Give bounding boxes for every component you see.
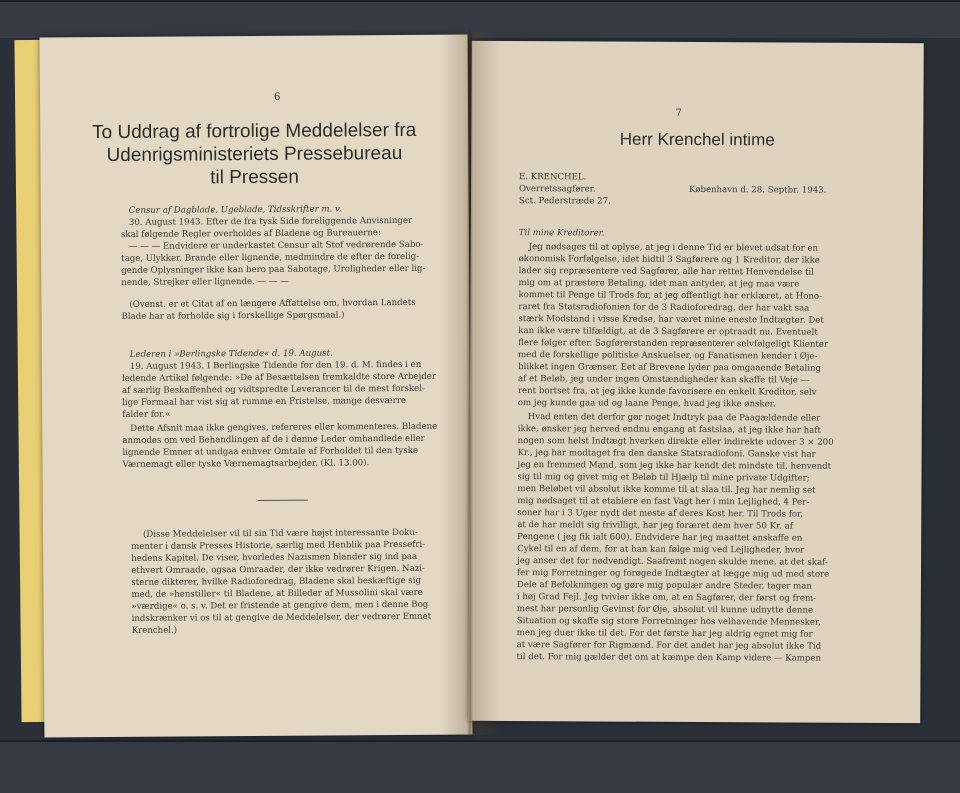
letter-line: fer mig Forretninger og forøgede Indtægter at lægge mig ud med store bbox=[516, 568, 830, 580]
title-line: Udenrigsministeriets Pressebureau bbox=[106, 142, 403, 167]
letter-line: nogen som helst Indtægt hverken direkte eller indirekte udover 3 × 200 bbox=[517, 436, 834, 448]
letter-line: jeg anser det for nødvendigt. Saafremt nogen skulde mene, at det skaf- bbox=[517, 556, 828, 568]
salutation: Til mine Kreditorer. bbox=[518, 228, 605, 239]
closing-line: ethvert Omraade, ogsaa Omraader, der ikke vedrører Krigen. Nazi- bbox=[131, 563, 425, 576]
paragraph-line: 30. August 1943. Efter de fra tysk Side foreliggende Anvisninger bbox=[128, 215, 413, 228]
letter-line: til det. For mig gælder det om at kæmpe den Kamp videre — Kampen bbox=[516, 652, 822, 664]
paragraph-line: lige Formaal har vist sig at rumme en Fristelse, mange desværre bbox=[122, 395, 406, 408]
note-line: (Ovenst. er et Citat af en længere Affattelse om, hvordan Landets bbox=[129, 297, 416, 310]
left-page bbox=[40, 35, 473, 738]
paragraph-line: gende Oplysninger ikke kan bero paa Sabotage, Uroligheder eller lig- bbox=[121, 263, 426, 276]
title-line: To Uddrag af fortrolige Meddelelser fra bbox=[92, 119, 417, 144]
letter-line: Jeg nødsages til at oplyse, at jeg i denne Tid er blevet udsat for en bbox=[528, 242, 819, 254]
right-page bbox=[468, 41, 924, 723]
letter-line: Kr., jeg har modtaget fra den danske Statsradiofoni. Ganske vist har bbox=[517, 448, 816, 460]
letter-line: kommet til Penge til Trods for, at jeg offentligt har erklæret, at Hono- bbox=[518, 290, 823, 302]
place-date: København d. 28. Septbr. 1943. bbox=[688, 184, 827, 196]
page-number: 7 bbox=[675, 107, 682, 119]
closing-line: sterne dikterer, hvilke Radioforedrag, Bladene skal beskæftige sig bbox=[131, 575, 421, 588]
letter-line: mig nødsaget til at etablere en fast Vagt her i min Lejlighed, 4 Per- bbox=[517, 496, 810, 508]
letter-line: i høj Grad Fejl. Jeg tvivler ikke om, at en Sagfører, der først og frem- bbox=[516, 592, 817, 604]
letter-line: om jeg kunde gaa ud og laane Penge, hvad jeg ikke ønsker. bbox=[517, 398, 776, 410]
letter-line: med de forskellige politiske Anskuelser, og Fanatismen kender i Øje- bbox=[518, 350, 818, 362]
letter-line: mig om at præstere Betaling, idet man antyder, at jeg maa være bbox=[518, 278, 800, 290]
paragraph-line: anmodes om ved Behandlingen af de i denne Leder omhandlede eller bbox=[122, 433, 425, 446]
letter-line: Cykel til en af dem, for at han kan følge mig ved Lejligheder, hvor bbox=[517, 544, 805, 556]
paragraph-line: nende, Strejker eller lignende. — — — bbox=[121, 276, 289, 288]
letter-line: men jeg duer ikke til det. For det første har jeg aldrig egnet mig for bbox=[516, 628, 813, 640]
paragraph-line: tage, Ulykker, Brande eller lignende, medmindre de efter de forelig- bbox=[121, 251, 420, 264]
closing-line: menter i dansk Presses Historie, særlig med Henblik paa Pressefri- bbox=[131, 539, 426, 552]
sender-title: Overretssagfører. bbox=[518, 184, 596, 195]
letter-line: soner har i 3 Uger nydt det meste af deres Kost her. Til Trods for, bbox=[517, 508, 804, 520]
paragraph-line: falder for.« bbox=[122, 409, 171, 420]
letter-line: kan ikke være tilfældigt, at de 3 Sagførere er optraadt nu. Eventuelt bbox=[518, 326, 818, 338]
page-title: Herr Krenchel intime bbox=[619, 129, 775, 150]
paragraph-line: 19. August 1943. I Berlingske Tidende for den 19. d. M. findes i en bbox=[129, 359, 422, 372]
letter-line: at være Sagfører for Rigmænd. For det andet har jeg absolut ikke Tid bbox=[516, 640, 822, 652]
closing-line: »værdige« o. s. v. Det er fristende at gengive dem, men i denne Bog bbox=[131, 599, 429, 612]
book-gutter-shadow bbox=[440, 30, 500, 735]
letter-line: blikket ingen Grænser. Eet af Brevene lyder paa omgaaende Betaling bbox=[518, 362, 822, 374]
letter-line: at de har meldt sig frivilligt, har jeg foræret dem hver 50 Kr. af bbox=[517, 520, 793, 532]
letter-line: Dele af Befolkningen og gøre mig populær andre Steder, tager man bbox=[516, 580, 812, 592]
letter-line: økonomisk Forfølgelse, idet hidtil 3 Sagførere og 1 Kreditor, der ikke bbox=[518, 254, 820, 266]
closing-line: med, de »henstiller« til Bladene, at Billeder af Mussolini skal være bbox=[131, 587, 423, 600]
paragraph-line: Dette Afsnit maa ikke gengives, refereres eller kommenteres. Bladene bbox=[130, 421, 438, 434]
letter-line: Pengene ( jeg fik ialt 600). Endvidere har jeg maattet anskaffe en bbox=[517, 532, 803, 544]
letter-line: stærk Modstand i visse Kredse, har været mine eneste Indtægter. Det bbox=[518, 314, 824, 326]
paragraph-line: — — — Endvidere er underkastet Censur alt Stof vedrørende Sabo- bbox=[128, 239, 424, 252]
letter-line: mest har personlig Gevinst for Øje, absolut vil kunne udnytte denne bbox=[516, 604, 814, 616]
closing-line: (Disse Meddelelser vil til sin Tid være højst interessante Doku- bbox=[143, 527, 418, 540]
sender-name: E. KRENCHEL. bbox=[519, 172, 587, 183]
letter-line: raret fra Statsradiofonien for de 3 Radioforedrag, der har vakt saa bbox=[518, 302, 810, 314]
section-heading: Lederen i »Berlingske Tidende« d. 19. August. bbox=[129, 348, 333, 360]
paragraph-line: af særlig Beskaffenhed og vidtspredte Leverancer til de mest forskel- bbox=[121, 383, 425, 396]
sender-address: Sct. Pederstræde 27. bbox=[518, 196, 611, 207]
letter-line: lader sig repræsentere ved Sagfører, alle har rettet Henvendelse til bbox=[518, 266, 814, 278]
page-number: 6 bbox=[273, 91, 281, 103]
page-title bbox=[40, 119, 469, 202]
section-heading: Censur af Dagblade, Ugeblade, Tidsskrifter m. v. bbox=[128, 204, 342, 216]
section-divider bbox=[258, 500, 308, 501]
paragraph-line: skal følgende Regler overholdes af Bladene og Bureauerne: bbox=[120, 228, 381, 240]
note-line: Blade har at forholde sig i forskellige Spørgsmaal.) bbox=[121, 310, 345, 322]
table-plank bbox=[0, 740, 960, 793]
letter-line: jeg en fremmed Mand, som jeg ikke har kendt det mindste til, henvendt bbox=[517, 460, 832, 472]
letter-line: Hvad enten det derfor gør noget Indtryk paa de Paagældende eller bbox=[527, 412, 821, 424]
letter-line: Situation og skaffe sig store Forretninger hos velhavende Mennesker, bbox=[516, 616, 821, 628]
paragraph-line: Værnemagt eller tyske Værnemagtsarbejder. (Kl. 13.00). bbox=[122, 458, 370, 470]
letter-line: rent bortset fra, at jeg ikke kunde favorisere en enkelt Kreditor, selv bbox=[517, 386, 817, 398]
closing-line: indskrænker vi os til at gengive de Meddelelser, der vedrører Emnet bbox=[131, 611, 432, 624]
letter-line: men Beløbet vil absolut ikke komme til at slaa til. Jeg har nemlig set bbox=[517, 484, 816, 496]
letter-line: flere følger efter. Sagførerstanden repræsenterer selvfølgeligt Klienter bbox=[518, 338, 829, 350]
letter-line: sig til mig og givet mig et Beløb til Hjælp til mine private Udgifter; bbox=[517, 472, 810, 484]
paragraph-line: lignende Emner at undgaa enhver Omtale af Forholdet til den tyske bbox=[122, 445, 419, 458]
letter-line: af et Beløb, jeg under ingen Omstændigheder kan skaffe til Veje — bbox=[517, 374, 810, 386]
closing-line: Krenchel.) bbox=[131, 625, 178, 636]
title-line: til Pressen bbox=[210, 166, 299, 189]
paragraph-line: ledende Artikel følgende: »De af Besættelsen fremkaldte store Arbejder bbox=[121, 371, 436, 384]
closing-line: hedens Kapitel. De viser, hvorledes Nazismen blander sig ind paa bbox=[131, 551, 418, 564]
letter-line: ikke, ønsker jeg herved endnu engang at fastslaa, at jeg ikke har haft bbox=[517, 424, 821, 436]
